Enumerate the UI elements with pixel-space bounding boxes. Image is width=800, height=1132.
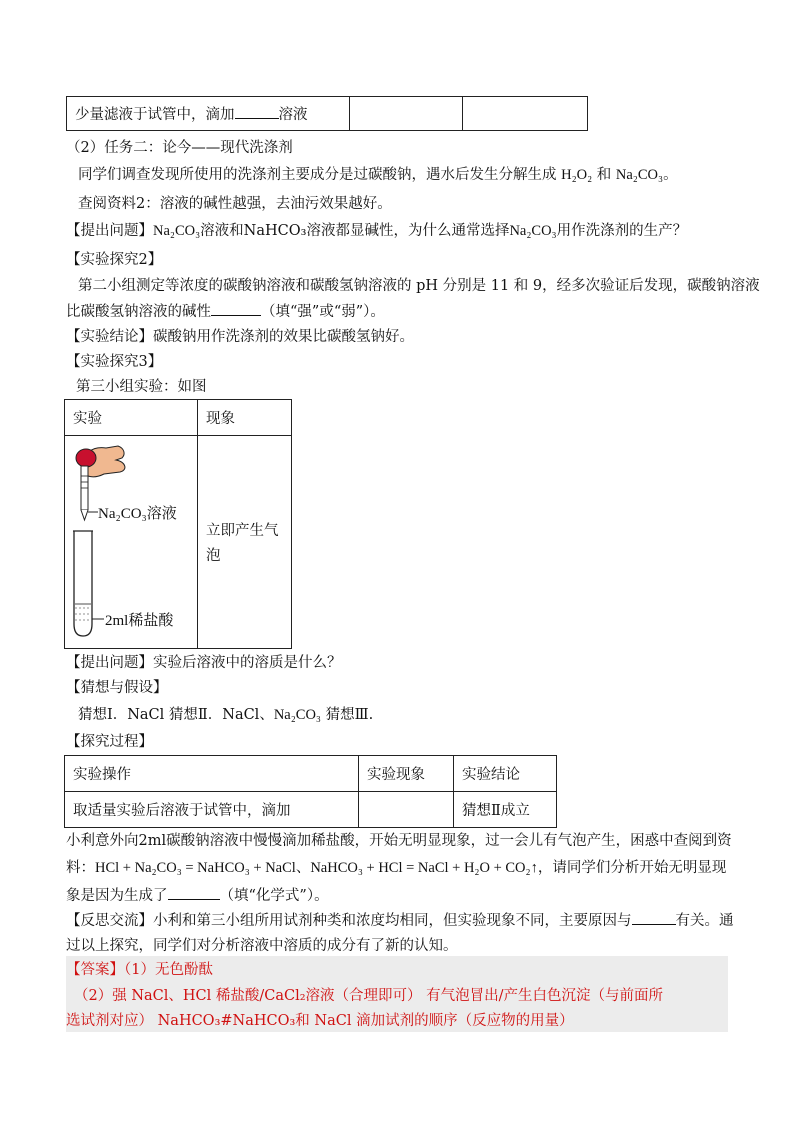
equation-2: NaHCO₃ + HCl = NaCl + H₂O + CO₂↑ [310,860,538,876]
reflect-line1 [66,909,734,930]
survey-end: 。 [663,167,678,183]
xiaoli-post: ，请同学们分析开始无明显现 [537,860,727,876]
header-experiment: 实验 [65,400,198,436]
equation-1: HCl + Na₂CO₃ = NaHCO₃ + NaCl [95,860,296,876]
explore3-title: 【实验探究3】 [66,354,163,370]
equation-separator: 、 [295,860,311,876]
fill-blank [168,899,220,900]
group3-line: 第三小组实验：如图 [76,379,207,395]
phenomenon-line1: 立即产生气 [206,523,279,539]
dropper-label: Na₂CO₃溶液 [98,506,177,522]
task2-title: （2）任务二：论今——现代洗涤剂 [66,140,293,156]
question1-text-a: 溶液和NaHCO₃溶液都显碱性，为什么通常选择 [200,223,510,239]
row-conclusion: 猜想Ⅱ成立 [454,792,557,828]
header-phenomenon: 现象 [198,400,292,436]
header-conclusion: 实验结论 [454,756,557,792]
formula-na2co3: Na₂CO₃ [615,167,664,183]
table-cell-empty-1 [350,97,463,131]
answer-line2: （2）强 NaCl、HCl 稀盐酸/CaCl₂溶液（合理即可） 有气泡冒出/产生白色沉淀（与前面所 [74,988,664,1004]
hypothesis-text-a: 猜想Ⅰ．NaCl 猜想Ⅱ．NaCl、 [78,707,274,723]
info2-line: 查阅资料2：溶液的碱性越强，去油污效果越好。 [78,196,392,212]
phenomenon-cell [198,436,292,649]
survey-and: 和 [596,167,612,183]
xiaoli3-post: （填“化学式”）。 [219,888,329,904]
explore2-line2 [66,300,385,321]
explore2-hint: （填“强”或“弱”）。 [261,304,385,320]
survey-line [78,163,678,184]
question2-line: 【提出问题】实验后溶液中的溶质是什么？ [66,655,342,671]
row-phenomenon [359,792,454,828]
reflect-pre: 【反思交流】小利和第三小组所用试剂种类和浓度均相同，但实验现象不同，主要原因与 [66,913,632,929]
dropper-bulb-icon [76,449,96,467]
answer-line3: 选试剂对应） NaHCO₃#NaHCO₃和 NaCl 滴加试剂的顺序（反应物的用量） [66,1013,574,1029]
fill-blank [235,118,279,119]
xiaoli-line1: 小利意外向2ml碳酸钠溶液中慢慢滴加稀盐酸，开始无明显现象，过一会儿有气泡产生，困惑中查阅到资 [66,833,732,849]
explore2-title: 【实验探究2】 [66,252,163,268]
table-cell-empty-2 [463,97,588,131]
table-cell-operation [67,97,350,131]
xiaoli-pre: 料： [66,860,95,876]
row-operation: 取适量实验后溶液于试管中，滴加 [65,792,359,828]
xiaoli3-pre: 象是因为生成了 [66,888,168,904]
header-phenomenon-3: 实验现象 [359,756,454,792]
process-title: 【探究过程】 [66,734,153,750]
survey-text: 同学们调查发现所使用的洗涤剂主要成分是过碳酸钠，遇水后发生分解生成 [78,167,557,183]
hypothesis-text-b: 猜想Ⅲ. [321,707,374,723]
phenomenon-line2: 泡 [206,548,221,564]
question1-line [66,219,687,240]
xiaoli-line2 [66,856,726,877]
reflect-line2: 过以上探究，同学们对分析溶液中溶质的成分有了新的认知。 [66,938,458,954]
hypothesis-line [78,703,373,724]
table-top-fragment [66,96,588,131]
reflect-post: 有关。通 [675,913,734,929]
tube-label: 2ml稀盐酸 [105,613,174,629]
explore2-text: 比碳酸氢钠溶液的碱性 [66,304,211,320]
fill-blank [211,315,261,316]
process-table [64,755,557,828]
question1-text-b: 用作洗涤剂的生产？ [556,223,688,239]
question1-tag: 【提出问题】 [66,223,153,239]
xiaoli-line3 [66,884,329,905]
formula-na2co3-c: Na₂CO₃ [273,707,321,723]
cell-suffix: 溶液 [278,107,308,123]
header-operation: 实验操作 [65,756,359,792]
conclusion-line: 【实验结论】碳酸钠用作洗涤剂的效果比碳酸氢钠好。 [66,329,414,345]
answer-line1: 【答案】（1）无色酚酞 [66,962,213,978]
formula-h2o2: H₂O₂ [561,167,593,183]
formula-na2co3-a: Na₂CO₃ [153,223,201,239]
hypothesis-title: 【猜想与假设】 [66,680,168,696]
cell-text: 少量滤液于试管中，滴加 [75,107,235,123]
fill-blank [632,924,676,925]
explore2-line1: 第二小组测定等浓度的碳酸钠溶液和碳酸氢钠溶液的 pH 分别是 11 和 9，经多次验证后发现，碳酸钠溶液 [78,278,760,294]
formula-na2co3-b: Na₂CO₃ [509,223,557,239]
